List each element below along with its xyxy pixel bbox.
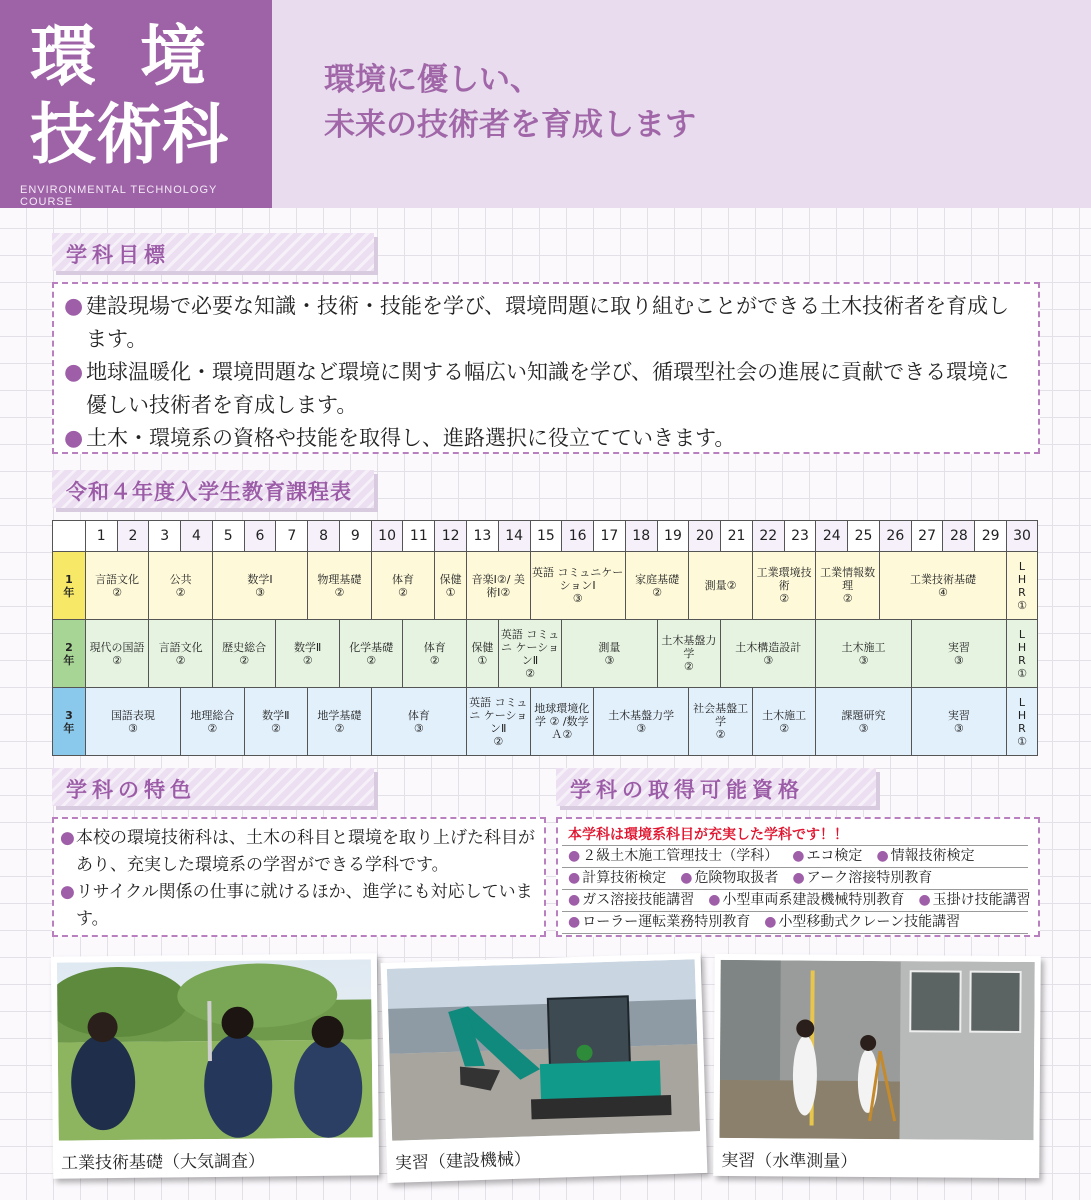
subject-name: 土木基盤力学 bbox=[608, 708, 675, 722]
header-banner bbox=[0, 0, 1091, 208]
subject-name: 英語 コミュニ ケーションⅡ bbox=[469, 695, 528, 735]
qualification-item: ● ガス溶接技能講習 bbox=[568, 892, 695, 908]
subject-cell bbox=[212, 552, 307, 620]
subject-cell bbox=[752, 552, 816, 620]
bullet-icon: ● bbox=[708, 892, 721, 908]
subject-credits: ② bbox=[334, 585, 345, 599]
column-number: 26 bbox=[879, 521, 911, 552]
qualification-item: ● ローラー運転業務特別教育 bbox=[568, 914, 751, 930]
subject-credits: ③ bbox=[572, 592, 583, 605]
subject-cell bbox=[911, 620, 1006, 688]
subject-name: 保健 bbox=[471, 640, 494, 654]
subject-cell bbox=[85, 552, 149, 620]
subject-cell bbox=[435, 552, 467, 620]
column-number: 17 bbox=[594, 521, 626, 552]
photo-caption: 実習（建設機械） bbox=[394, 1149, 532, 1174]
column-number: 12 bbox=[435, 521, 467, 552]
subject-cell bbox=[752, 688, 816, 756]
column-number: 25 bbox=[848, 521, 880, 552]
qualification-row bbox=[562, 912, 1028, 934]
subject-credits: ② bbox=[207, 721, 218, 735]
subject-name: 測量② bbox=[704, 579, 737, 592]
column-number: 27 bbox=[911, 521, 943, 552]
qualifications-list bbox=[562, 846, 1031, 934]
qualification-item: ● 小型車両系建設機械特別教育 bbox=[708, 892, 905, 908]
qualifications-heading: 学科の取得可能資格 bbox=[556, 768, 876, 806]
subject-credits: ③ bbox=[858, 653, 869, 667]
column-number: 15 bbox=[530, 521, 562, 552]
column-number: 23 bbox=[784, 521, 816, 552]
qualification-item: ● ２級土木施工管理技士（学科） bbox=[568, 848, 779, 864]
qualification-item: ● 玉掛け技能講習 bbox=[918, 892, 1031, 908]
qualification-item: ● 危険物取扱者 bbox=[680, 870, 779, 886]
subject-credits: ③ bbox=[255, 585, 265, 599]
subject-cell bbox=[657, 620, 721, 688]
subject-credits: ② bbox=[302, 653, 313, 667]
subject-cell bbox=[339, 620, 403, 688]
subject-cell bbox=[149, 552, 213, 620]
bullet-icon: ● bbox=[918, 892, 931, 908]
subject-credits: ① bbox=[445, 585, 456, 599]
subject-cell bbox=[149, 620, 213, 688]
subject-cell bbox=[530, 552, 625, 620]
subject-name: 工業情報数理 bbox=[820, 566, 876, 592]
qualification-item: ● 計算技術検定 bbox=[568, 870, 667, 886]
photo-air-survey bbox=[57, 959, 373, 1140]
subject-name: 地球環境化学 ② /数学Ａ② bbox=[534, 702, 590, 741]
tagline-line1: 環境に優しい、 bbox=[324, 62, 541, 98]
subject-credits: ③ bbox=[604, 653, 615, 667]
subject-credits: ② bbox=[779, 592, 790, 605]
subject-name: 音楽Ⅰ②/ 美術Ⅰ② bbox=[471, 572, 525, 599]
photo-caption: 実習（水準測量） bbox=[721, 1150, 858, 1172]
qualification-item: ● エコ検定 bbox=[792, 848, 863, 864]
subject-cell bbox=[625, 552, 689, 620]
photo-leveling-survey bbox=[719, 960, 1034, 1140]
column-number: 11 bbox=[403, 521, 435, 552]
subject-name: 実習 bbox=[947, 640, 970, 654]
year-label: 3年 bbox=[53, 688, 86, 756]
subject-name: 体育 bbox=[407, 708, 430, 722]
subject-cell bbox=[594, 688, 689, 756]
subject-cell bbox=[276, 620, 340, 688]
subject-credits: ③ bbox=[413, 721, 424, 735]
subject-credits: ② bbox=[239, 653, 250, 667]
column-number: 9 bbox=[339, 521, 371, 552]
subject-name: 化学基礎 bbox=[349, 640, 394, 654]
photo-construction-machine bbox=[387, 959, 700, 1141]
bullet-icon: ● bbox=[64, 360, 84, 385]
qualification-row bbox=[562, 846, 1028, 868]
subject-cell bbox=[689, 688, 753, 756]
subject-credits: ③ bbox=[953, 721, 964, 735]
bullet-icon: ● bbox=[64, 426, 84, 451]
subject-name: 数学Ⅰ bbox=[247, 572, 273, 586]
features-box bbox=[52, 817, 546, 937]
subject-cell bbox=[879, 552, 1006, 620]
qualification-row bbox=[562, 868, 1028, 890]
subject-cell bbox=[816, 688, 911, 756]
subject-credits: ② bbox=[270, 721, 281, 735]
curriculum-heading: 令和４年度入学生教育課程表 bbox=[52, 470, 374, 508]
qualification-item: ● 小型移動式クレーン技能講習 bbox=[764, 914, 961, 930]
subject-credits: ② bbox=[493, 734, 504, 748]
photo-card-leveling-survey bbox=[713, 954, 1041, 1178]
subject-cell bbox=[530, 688, 594, 756]
subject-cell bbox=[212, 620, 276, 688]
subject-name: 歴史総合 bbox=[222, 640, 267, 654]
subject-cell bbox=[308, 688, 372, 756]
column-number: 19 bbox=[657, 521, 689, 552]
subject-cell bbox=[181, 688, 245, 756]
subject-name: 現代の国語 bbox=[89, 640, 145, 654]
subject-credits: ② bbox=[334, 721, 345, 735]
column-number: 30 bbox=[1007, 521, 1038, 552]
column-number: 22 bbox=[752, 521, 784, 552]
subject-cell bbox=[244, 688, 308, 756]
column-number: 1 bbox=[85, 521, 117, 552]
tagline bbox=[324, 58, 696, 148]
subject-name: 保健 bbox=[439, 572, 462, 586]
goals-heading: 学科目標 bbox=[52, 233, 374, 271]
qualification-item: ● 情報技術検定 bbox=[876, 848, 975, 864]
lhr-cell: LHR① bbox=[1007, 688, 1038, 756]
subject-credits: ③ bbox=[128, 721, 138, 735]
photo-card-air-survey bbox=[51, 953, 379, 1178]
subject-name: 地学基礎 bbox=[317, 708, 362, 722]
subject-credits: ② bbox=[175, 585, 186, 599]
subject-credits: ② bbox=[652, 585, 663, 599]
goal-item: ● 地球温暖化・環境問題など環境に関する幅広い知識を学び、循環型社会の進展に貢献できる環境に優しい技術者を育成します。 bbox=[54, 356, 1026, 422]
subject-name: 工業技術基礎 bbox=[909, 572, 976, 586]
subject-name: 数学Ⅱ bbox=[262, 708, 290, 722]
subject-cell bbox=[371, 688, 466, 756]
subject-credits: ② bbox=[112, 653, 122, 667]
subject-name: 家庭基礎 bbox=[635, 572, 680, 586]
qualification-item: ● アーク溶接特別教育 bbox=[792, 870, 933, 886]
bullet-icon: ● bbox=[64, 294, 84, 319]
subject-name: 土木基盤力学 bbox=[661, 634, 717, 660]
column-number: 10 bbox=[371, 521, 403, 552]
year-label: 1年 bbox=[53, 552, 86, 620]
column-number: 13 bbox=[466, 521, 498, 552]
column-number: 6 bbox=[244, 521, 276, 552]
bullet-icon: ● bbox=[876, 848, 889, 864]
bullet-icon: ● bbox=[792, 848, 805, 864]
subject-cell bbox=[911, 688, 1006, 756]
bullet-icon: ● bbox=[60, 882, 75, 902]
subject-name: 実習 bbox=[947, 708, 970, 722]
feature-item: ● 本校の環境技術科は、土木の科目と環境を取り上げた科目があり、充実した環境系の学習ができる学科です。 bbox=[54, 825, 536, 879]
corner-cell bbox=[53, 521, 86, 552]
bullet-icon: ● bbox=[764, 914, 777, 930]
lhr-cell: LHR① bbox=[1007, 620, 1038, 688]
course-title-english: ENVIRONMENTAL TECHNOLOGY COURSE bbox=[20, 184, 218, 208]
subject-name: 土木構造設計 bbox=[735, 640, 802, 654]
course-title-line2: 技術科 bbox=[30, 96, 228, 173]
subject-cell bbox=[816, 552, 880, 620]
subject-credits: ② bbox=[366, 653, 377, 667]
subject-name: 土木施工 bbox=[762, 708, 807, 722]
subject-credits: ② bbox=[175, 653, 186, 667]
subject-name: 数学Ⅱ bbox=[293, 640, 322, 654]
column-number: 5 bbox=[212, 521, 244, 552]
column-number: 8 bbox=[308, 521, 340, 552]
subject-cell bbox=[562, 620, 657, 688]
bullet-icon: ● bbox=[60, 828, 75, 848]
year1-row bbox=[53, 552, 1038, 620]
subject-credits: ③ bbox=[953, 653, 964, 667]
bullet-icon: ● bbox=[568, 870, 581, 886]
subject-cell bbox=[466, 620, 498, 688]
column-number: 3 bbox=[149, 521, 181, 552]
column-number: 24 bbox=[816, 521, 848, 552]
subject-credits: ④ bbox=[938, 585, 948, 599]
subject-credits: ② bbox=[525, 666, 535, 680]
subject-name: 社会基盤工学 bbox=[693, 702, 749, 728]
goals-box bbox=[52, 282, 1040, 454]
column-number: 20 bbox=[689, 521, 721, 552]
subject-cell bbox=[689, 552, 753, 620]
column-number-row bbox=[53, 521, 1038, 552]
course-title-box bbox=[0, 0, 272, 208]
subject-cell bbox=[816, 620, 911, 688]
column-number: 4 bbox=[181, 521, 213, 552]
photo-caption: 工業技術基礎（大気調査） bbox=[60, 1151, 266, 1174]
subject-name: 工業環境技術 bbox=[756, 566, 812, 592]
column-number: 7 bbox=[276, 521, 308, 552]
subject-name: 体育 bbox=[391, 572, 414, 586]
subject-name: 土木施工 bbox=[841, 640, 886, 654]
subject-credits: ② bbox=[429, 653, 440, 667]
subject-name: 測量 bbox=[598, 640, 621, 654]
tagline-line2: 未来の技術者を育成します bbox=[324, 107, 696, 143]
year3-row bbox=[53, 688, 1038, 756]
qualifications-box bbox=[556, 817, 1040, 937]
subject-credits: ② bbox=[112, 585, 122, 599]
bullet-icon: ● bbox=[568, 848, 581, 864]
subject-credits: ③ bbox=[636, 721, 647, 735]
year2-row bbox=[53, 620, 1038, 688]
subject-cell bbox=[403, 620, 467, 688]
subject-name: 公共 bbox=[169, 572, 192, 586]
column-number: 21 bbox=[721, 521, 753, 552]
subject-name: 言語文化 bbox=[95, 572, 140, 586]
bullet-icon: ● bbox=[792, 870, 805, 886]
bullet-icon: ● bbox=[680, 870, 693, 886]
subject-name: 体育 bbox=[423, 640, 446, 654]
column-number: 2 bbox=[117, 521, 149, 552]
subject-cell bbox=[721, 620, 816, 688]
subject-cell bbox=[466, 688, 530, 756]
subject-credits: ② bbox=[683, 660, 694, 673]
subject-name: 課題研究 bbox=[841, 708, 886, 722]
subject-credits: ② bbox=[398, 585, 408, 599]
subject-name: 物理基礎 bbox=[317, 572, 362, 586]
bullet-icon: ● bbox=[568, 914, 581, 930]
feature-item: ● リサイクル関係の仕事に就けるほか、進学にも対応しています。 bbox=[54, 879, 536, 933]
photo-card-construction-machine bbox=[381, 953, 708, 1183]
subject-cell bbox=[371, 552, 435, 620]
subject-credits: ③ bbox=[763, 653, 774, 667]
subject-credits: ② bbox=[779, 721, 790, 735]
subject-cell bbox=[308, 552, 372, 620]
column-number: 16 bbox=[562, 521, 594, 552]
column-number: 28 bbox=[943, 521, 975, 552]
subject-cell bbox=[85, 688, 180, 756]
subject-cell bbox=[85, 620, 149, 688]
subject-name: 地理総合 bbox=[190, 708, 235, 722]
qualification-row bbox=[562, 890, 1031, 912]
subject-name: 英語 コミュニケーションⅠ bbox=[532, 566, 624, 592]
subject-credits: ② bbox=[842, 592, 853, 605]
column-number: 18 bbox=[625, 521, 657, 552]
subject-cell bbox=[498, 620, 562, 688]
subject-credits: ① bbox=[477, 653, 488, 667]
qualifications-highlight: 本学科は環境系科目が充実した学科です！！ bbox=[562, 825, 1028, 846]
curriculum-table bbox=[52, 520, 1038, 756]
goal-item: ● 土木・環境系の資格や技能を取得し、進路選択に役立てていきます。 bbox=[54, 422, 1026, 455]
goal-item: ● 建設現場で必要な知識・技術・技能を学び、環境問題に取り組むことができる土木技術者を育成します。 bbox=[54, 290, 1026, 356]
course-title-line1: 環境 bbox=[30, 18, 250, 95]
subject-name: 国語表現 bbox=[110, 708, 155, 722]
bullet-icon: ● bbox=[568, 892, 581, 908]
subject-credits: ③ bbox=[858, 721, 869, 735]
subject-name: 英語 コミュニ ケーションⅡ bbox=[500, 627, 560, 667]
lhr-cell: LHR① bbox=[1007, 552, 1038, 620]
column-number: 29 bbox=[975, 521, 1007, 552]
subject-cell bbox=[466, 552, 530, 620]
features-heading: 学科の特色 bbox=[52, 768, 374, 806]
column-number: 14 bbox=[498, 521, 530, 552]
year-label: 2年 bbox=[53, 620, 86, 688]
subject-name: 言語文化 bbox=[158, 640, 203, 654]
subject-credits: ② bbox=[715, 728, 726, 741]
